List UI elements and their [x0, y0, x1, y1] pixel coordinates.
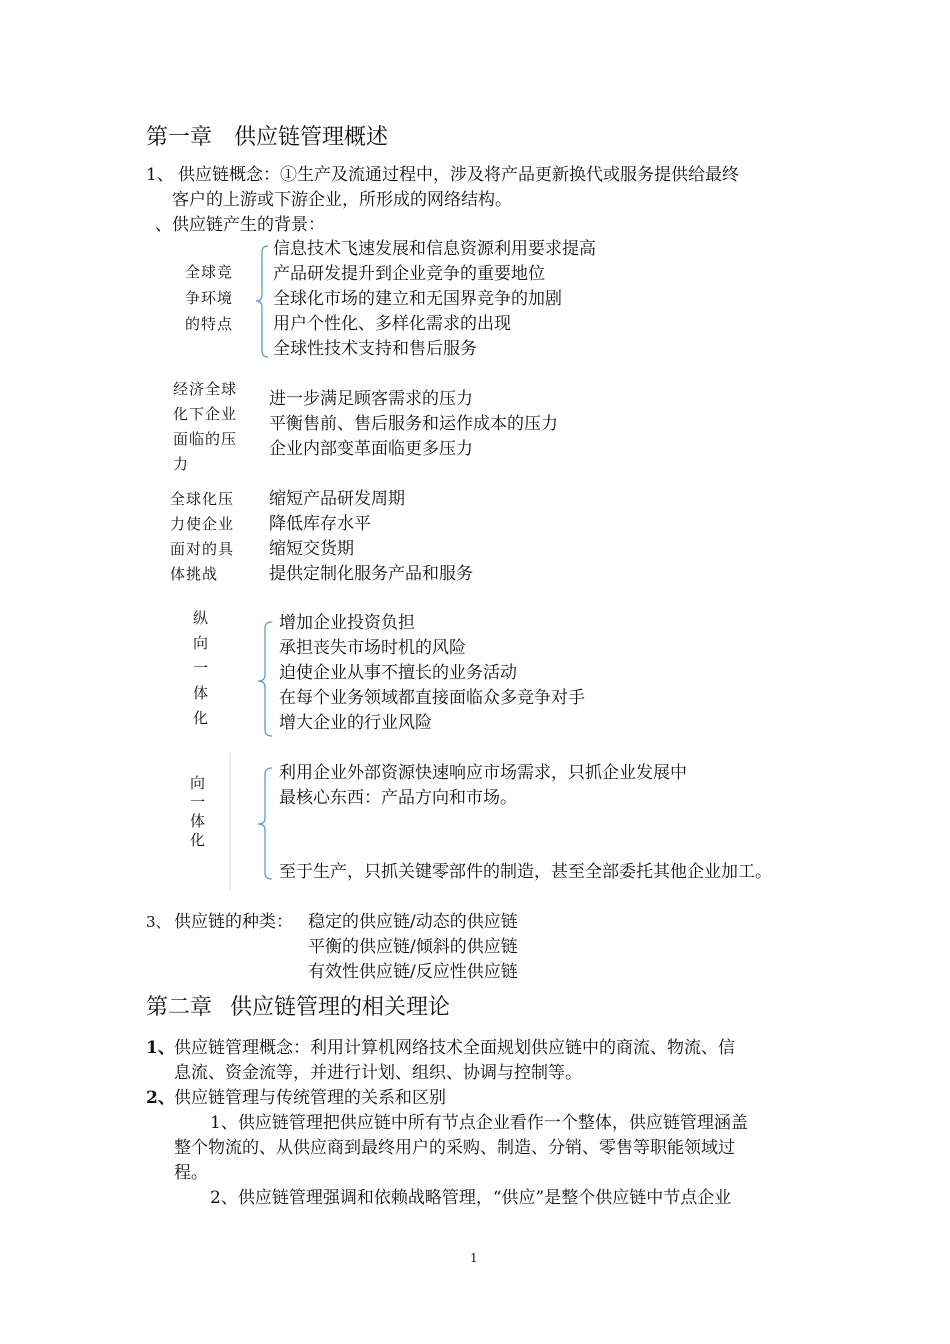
group3-label-line: 全球化压	[170, 490, 235, 508]
group4-label-char: 化	[193, 709, 210, 727]
group3-label	[170, 487, 234, 587]
group3-item: 缩短产品研发周期	[269, 489, 405, 509]
group3-item: 降低库存水平	[269, 514, 371, 534]
group1-item: 全球化市场的建立和无国界竞争的加剧	[273, 289, 562, 309]
ch1-item3-label: 供应链的种类：	[174, 912, 293, 932]
group2-label-line: 面临的压	[173, 430, 238, 448]
group4-items	[279, 611, 585, 736]
bracket-horizontal-integration	[258, 768, 272, 879]
group5-item1-line2: 最核心东西：产品方向和市场。	[279, 788, 517, 808]
ch1-item1-line1: 供应链概念：①生产及流通过程中，涉及将产品更新换代或服务提供给最终	[178, 165, 739, 185]
group3-items	[269, 487, 473, 587]
chain-type: 有效性供应链/反应性供应链	[308, 962, 518, 982]
group4-item: 增大企业的行业风险	[279, 713, 432, 733]
group4-label-char: 向	[193, 634, 210, 652]
group3-label-line: 面对的具	[170, 540, 235, 558]
group2-item: 进一步满足顾客需求的压力	[269, 389, 473, 409]
group2-item: 平衡售前、售后服务和运作成本的压力	[269, 414, 558, 434]
chain-type: 稳定的供应链/动态的供应链	[308, 912, 518, 932]
ch1-item1-number: 1、	[146, 165, 174, 185]
group4-item: 增加企业投资负担	[279, 613, 415, 633]
group2-item: 企业内部变革面临更多压力	[269, 439, 473, 459]
bracket-global-competition	[256, 246, 268, 357]
group4-item: 在每个业务领域都直接面临众多竞争对手	[279, 688, 585, 708]
group1-item: 用户个性化、多样化需求的出现	[273, 314, 511, 334]
chapter2-number: 第二章	[146, 995, 213, 1020]
group5-label-char: 体	[190, 812, 207, 830]
ch2-item2-heading: 供应链管理与传统管理的关系和区别	[174, 1088, 446, 1108]
ch2-sub2-line1: 2、供应链管理强调和依赖战略管理，“供应”是整个供应链中节点企业	[210, 1188, 732, 1208]
chapter2-name: 供应链管理的相关理论	[230, 995, 451, 1020]
ch1-item1-line2: 客户的上游或下游企业，所形成的网络结构。	[172, 190, 512, 210]
group2-items	[269, 387, 558, 462]
group1-label	[185, 259, 233, 337]
group5-label-char: 化	[190, 831, 207, 849]
chapter1-number: 第一章	[146, 125, 213, 150]
group5-label	[190, 774, 206, 850]
ch1-item3-types	[308, 910, 518, 985]
group2-label-line: 力	[173, 455, 190, 473]
ch1-item2-heading: 、供应链产生的背景：	[155, 215, 325, 235]
group1-label-line: 全球竞	[185, 263, 234, 281]
page-number: 1	[470, 1251, 478, 1265]
group3-item: 缩短交货期	[269, 539, 354, 559]
group2-label-line: 化下企业	[173, 405, 238, 423]
group5-label-char: 一	[190, 793, 207, 811]
group1-item: 全球性技术支持和售后服务	[273, 339, 477, 359]
group1-items	[273, 237, 596, 362]
group1-label-line: 的特点	[185, 315, 234, 333]
group3-label-line: 力使企业	[170, 515, 235, 533]
group4-label-char: 一	[193, 659, 210, 677]
ch2-sub1-line2: 整个物流的、从供应商到最终用户的采购、制造、分销、零售等职能领域过	[174, 1138, 735, 1158]
group3-label-line: 体挑战	[170, 565, 219, 583]
chapter2-title	[146, 990, 450, 1021]
group4-item: 承担丧失市场时机的风险	[279, 638, 466, 658]
ch1-item3-number: 3、	[146, 913, 171, 931]
group2-label	[173, 377, 237, 477]
chain-type: 平衡的供应链/倾斜的供应链	[308, 937, 518, 957]
group4-label-char: 纵	[193, 609, 210, 627]
bracket-vertical-integration	[258, 622, 272, 736]
group5-label-char: 向	[190, 774, 207, 792]
group3-item: 提供定制化服务产品和服务	[269, 564, 473, 584]
group1-item: 信息技术飞速发展和信息资源利用要求提高	[273, 239, 596, 259]
group4-label-char: 体	[193, 684, 210, 702]
group2-label-line: 经济全球	[173, 380, 238, 398]
ch2-item2-number: 2、	[146, 1088, 175, 1108]
group1-label-line: 争环境	[185, 289, 234, 307]
group5-item1-line1: 利用企业外部资源快速响应市场需求，只抓企业发展中	[279, 763, 687, 783]
ch2-sub1-line3: 程。	[174, 1163, 208, 1183]
group5-item2: 至于生产，只抓关键零部件的制造，甚至全部委托其他企业加工。	[279, 862, 772, 882]
ch2-sub1-line1: 1、供应链管理把供应链中所有节点企业看作一个整体，供应链管理涵盖	[210, 1113, 748, 1133]
group4-label	[193, 606, 209, 731]
ch2-item1-number: 1、	[146, 1038, 175, 1058]
group4-item: 迫使企业从事不擅长的业务活动	[279, 663, 517, 683]
group1-item: 产品研发提升到企业竞争的重要地位	[273, 264, 545, 284]
ch2-item1-line1: 供应链管理概念：利用计算机网络技术全面规划供应链中的商流、物流、信	[174, 1038, 735, 1058]
chapter1-name: 供应链管理概述	[234, 125, 389, 150]
ch2-item1-line2: 息流、资金流等，并进行计划、组织、协调与控制等。	[174, 1063, 582, 1083]
